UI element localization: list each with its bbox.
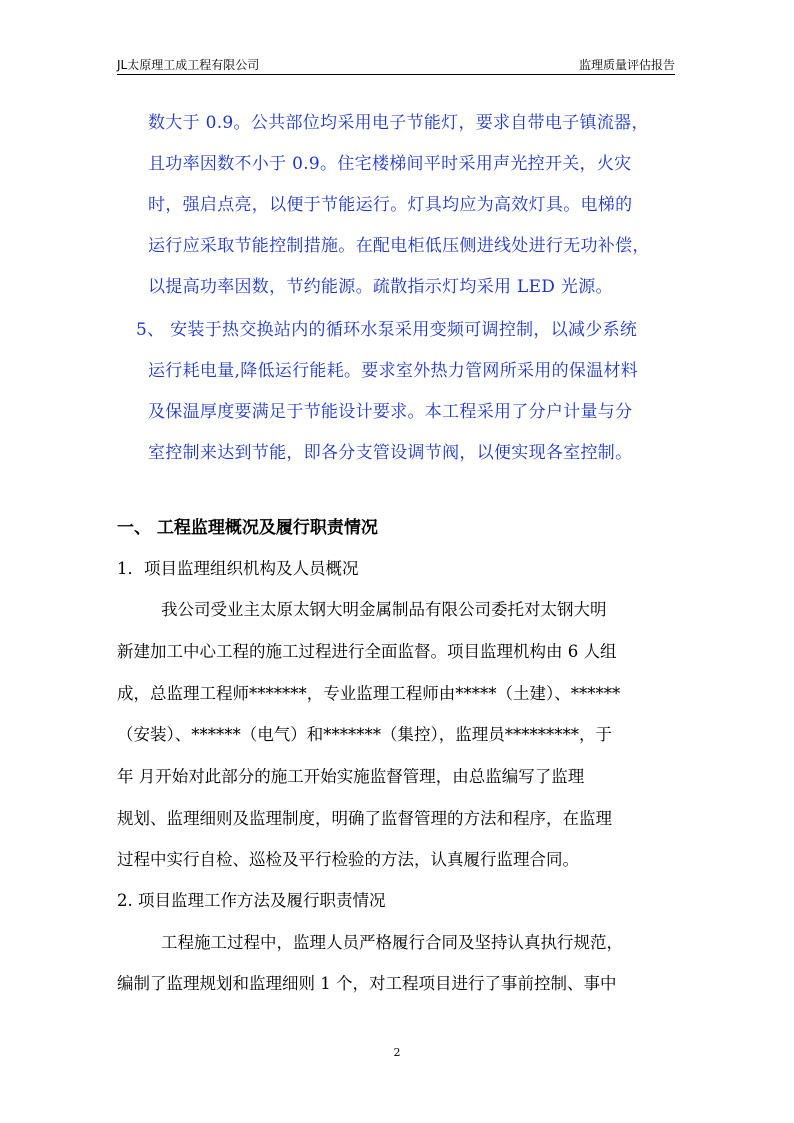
paragraph-line: （安装）、******（电气）和*******（集控），监理员*********，于 (117, 725, 612, 744)
text-line: 及保温厚度要满足于节能设计要求。本工程采用了分户计量与分 (148, 402, 633, 422)
subsection-title: 1．项目监理组织机构及人员概况 (117, 559, 359, 578)
text-line: 运行应采取节能控制措施。在配电柜低压侧进线处进行无功补偿， (148, 236, 650, 256)
paragraph-line: 新建加工中心工程的施工过程进行全面监督。项目监理机构由 6 人组 (117, 642, 617, 661)
paragraph-line: 年 月开始对此部分的施工开始实施监督管理，由总监编写了监理 (117, 767, 585, 786)
text-line: 运行耗电量,降低运行能耗。要求室外热力管网所采用的保温材料 (148, 361, 639, 381)
text-line: 室控制来达到节能，即各分支管设调节阀，以便实现各室控制。 (148, 443, 633, 463)
header-report-title: 监理质量评估报告 (578, 58, 675, 72)
subsection-title: 2. 项目监理工作方法及履行职责情况 (117, 891, 386, 910)
paragraph-line: 规划、监理细则及监理制度，明确了监督管理的方法和程序，在监理 (117, 809, 612, 828)
text-line: 数大于 0.9。公共部位均采用电子节能灯，要求自带电子镇流器， (148, 113, 649, 133)
paragraph-line: 成，总监理工程师*******，专业监理工程师由*****（土建）、****** (117, 684, 621, 703)
header-rule (117, 74, 675, 75)
page-number: 2 (393, 1046, 401, 1059)
paragraph-line: 编制了监理规划和监理细则 1 个，对工程项目进行了事前控制、事中 (117, 974, 617, 993)
text-line: 且功率因数不小于 0.9。住宅楼梯间平时采用声光控开关，火灾 (148, 154, 632, 174)
text-line: 5、 安装于热交换站内的循环水泵采用变频可调控制，以减少系统 (136, 320, 638, 340)
text-line: 以提高功率因数，节约能源。疏散指示灯均采用 LED 光源。 (148, 277, 613, 297)
header-company: JL太原理工成工程有限公司 (117, 58, 260, 72)
text-line: 时，强启点亮，以便于节能运行。灯具均应为高效灯具。电梯的 (148, 195, 633, 215)
paragraph-line: 工程施工过程中，监理人员严格履行合同及坚持认真执行规范， (161, 933, 623, 952)
section-heading: 一、 工程监理概况及履行职责情况 (117, 518, 378, 538)
page-header (117, 54, 675, 74)
paragraph-line: 我公司受业主太原太钢大明金属制品有限公司委托对太钢大明 (161, 600, 607, 619)
paragraph-line: 过程中实行自检、巡检及平行检验的方法，认真履行监理合同。 (117, 850, 579, 869)
